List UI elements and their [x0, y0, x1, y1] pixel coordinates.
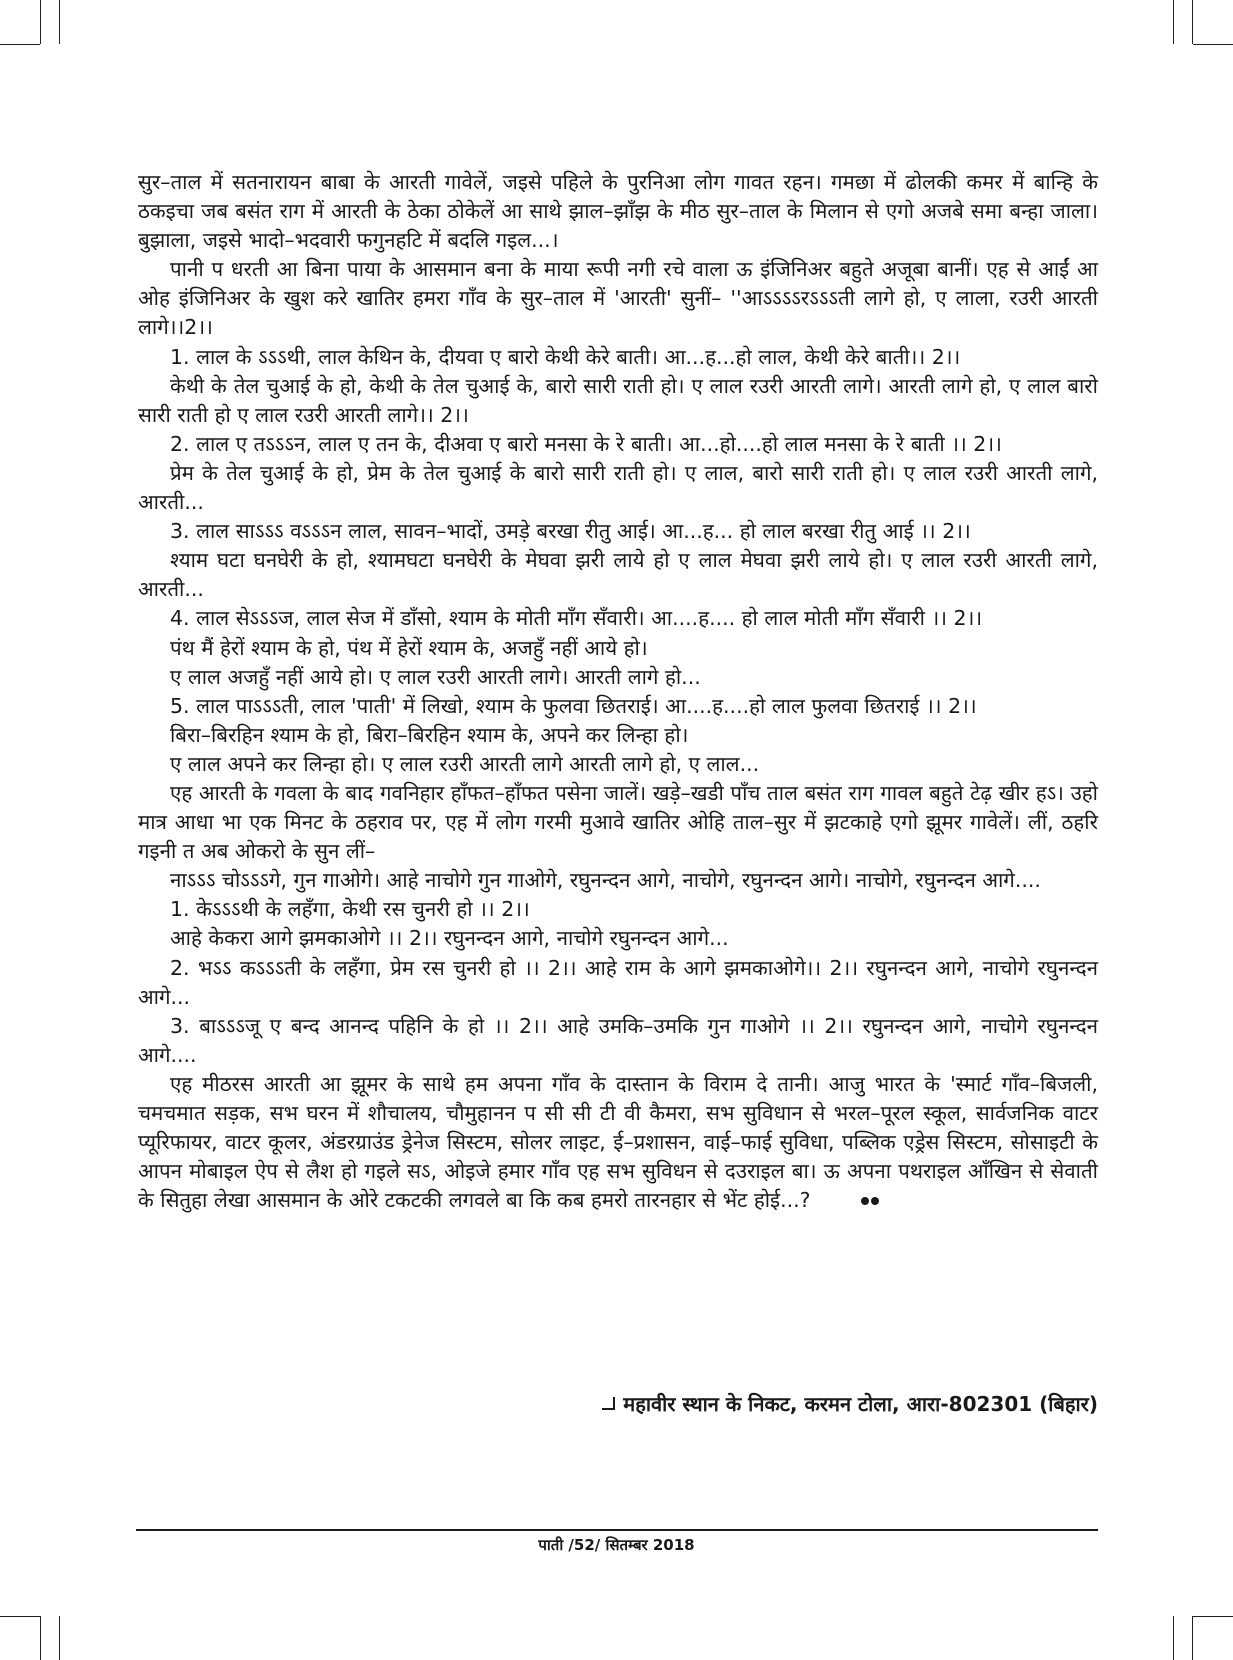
page-footer: पाती /52/ सितम्बर 2018	[538, 1536, 695, 1554]
paragraph: ए लाल अपने कर लिन्हा हो। ए लाल रउरी आरती लागे आरती लागे हो, ए लाल...	[170, 751, 760, 776]
crop-mark	[0, 1616, 40, 1617]
square-bullet-icon	[602, 1397, 615, 1410]
paragraph: 1. लाल के ऽऽऽथी, लाल केथिन के, दीयवा ए बारो केथी केरे बाती। आ...ह...हो लाल, केथी केरे बाती।। 2।।	[170, 344, 961, 369]
crop-mark	[1192, 0, 1193, 44]
paragraph: 2. भऽऽ कऽऽऽती के लहँगा, प्रेम रस चुनरी हो ।। 2।। आहे राम के आगे झमकाओगे।। 2।। रघुनन्दन आगे, नाचोगे रघुनन्दन आगे...	[138, 955, 1098, 1009]
paragraph: ए लाल अजहुँ नहीं आये हो। ए लाल रउरी आरती लागे। आरती लागे हो...	[170, 664, 701, 689]
article-body	[138, 168, 1098, 1215]
paragraph: पंथ मैं हेरों श्याम के हो, पंथ में हेरों श्याम के, अजहुँ नहीं आये हो।	[170, 635, 648, 660]
paragraph: 5. लाल पाऽऽऽती, लाल 'पाती' में लिखो, श्याम के फुलवा छितराई। आ....ह....हो लाल फुलवा छितराई ।। 2।।	[170, 693, 977, 718]
paragraph: एह आरती के गवला के बाद गवनिहार हाँफत–हाँफत पसेना जालें। खड़े–खडी पाँच ताल बसंत राग गावल बहुते टेढ़ खीर हऽ। उहो मात्र आधा भा एक मिनट के ठहराव पर, एह में लोग गरमी मुआवे खातिर ओहि ताल–सुर में झटकाहे एगो झूमर गावेलें। लीं, ठहरि गइनी त अब ओकरो के सुन लीं–	[138, 780, 1098, 864]
paragraph: 3. लाल साऽऽऽ वऽऽऽन लाल, सावन–भादों, उमड़े बरखा रीतु आई। आ...ह... हो लाल बरखा रीतु आई ।। 2।।	[170, 519, 971, 544]
crop-mark	[59, 1616, 60, 1660]
crop-mark	[0, 44, 40, 45]
paragraph: सुर–ताल में सतनारायन बाबा के आरती गावेलें, जइसे पहिले के पुरनिआ लोग गावत रहन। गमछा में ढोलकी कमर में बान्हि के ठकइचा जब बसंत राग में आरती के ठेका ठोकेलें आ साथे झाल–झाँझ के मीठ सुर–ताल के मिलान से एगो अजबे समा बन्हा जाला। बुझाला, जइसे भादो–भदवारी फगुनहटि में बदलि गइल...।	[138, 170, 1098, 253]
paragraph: श्याम घटा घनघेरी के हो, श्यामघटा घनघेरी के मेघवा झरी लाये हो ए लाल मेघवा झरी लाये हो। ए लाल रउरी आरती लागे, आरती...	[138, 548, 1098, 602]
crop-mark	[59, 0, 60, 44]
paragraph: प्रेम के तेल चुआई के हो, प्रेम के तेल चुआई के बारो सारी राती हो। ए लाल, बारो सारी राती हो। ए लाल रउरी आरती लागे, आरती...	[138, 460, 1098, 515]
paragraph: 1. केऽऽऽथी के लहँगा, केथी रस चुनरी हो ।। 2।।	[170, 897, 530, 922]
paragraph: एह मीठरस आरती आ झूमर के साथे हम अपना गाँव के दास्तान के विराम दे तानी। आजु भारत के 'स्मार्ट गाँव–बिजली, चमचमात सड़क, सभ घरन में शौचालय, चौमुहानन प सी सी टी वी कैमरा, सभ सुविधान से भरल–पूरल स्कूल, सार्वजनिक वाटर प्यूरिफायर, वाटर कूलर, अंडरग्राउंड ड्रेनेज सिस्टम, सोलर लाइट, ई–प्रशासन, वाई–फाई सुविधा, पब्लिक एड्रेस सिस्टम, सोसाइटी के आपन मोबाइल ऐप से लैश हो गइले सऽ, ओइजे हमार गाँव एह सभ सुविधन से दउराइल बा। ऊ अपना पथराइल आँखिन से सेवाती के सितुहा लेखा आसमान के ओरे टकटकी लगवले बा कि कब हमरो तारनहार से भेंट होई...?	[138, 1070, 1098, 1215]
paragraph: पानी प धरती आ बिना पाया के आसमान बना के माया रूपी नगी रचे वाला ऊ इंजिनिअर बहुते अजूबा बानीं। एह से आईं आ ओह इंजिनिअर के खुश करे खातिर हमरा गाँव के सुर–ताल में 'आरती' सुनीं– ''आऽऽऽऽरऽऽऽती लागे हो, ए लाला, रउरी आरती लागे।।2।।	[138, 257, 1098, 340]
paragraph: नाऽऽऽ चोऽऽऽगे, गुन गाओगे। आहे नाचोगे गुन गाओगे, रघुनन्दन आगे, नाचोगे, रघुनन्दन आगे। नाचोगे, रघुनन्दन आगे....	[170, 868, 1041, 893]
paragraph: 2. लाल ए तऽऽऽन, लाल ए तन के, दीअवा ए बारो मनसा के रे बाती। आ...हो....हो लाल मनसा के रे बाती ।। 2।।	[170, 431, 1002, 456]
crop-mark	[1173, 1616, 1174, 1660]
crop-mark	[1193, 44, 1233, 45]
paragraph: बिरा–बिरहिन श्याम के हो, बिरा–बिरहिन श्याम के, अपने कर लिन्हा हो।	[170, 722, 689, 747]
paragraph: 4. लाल सेऽऽऽज, लाल सेज में डाँसो, श्याम के मोती माँग सँवारी। आ....ह.... हो लाल मोती माँग सँवारी ।। 2।।	[170, 606, 983, 631]
crop-mark	[40, 0, 41, 44]
paragraph: केथी के तेल चुआई के हो, केथी के तेल चुआई के, बारो सारी राती हो। ए लाल रउरी आरती लागे। आरती लागे हो, ए लाल बारो सारी राती हो ए लाल रउरी आरती लागे।। 2।।	[138, 373, 1098, 427]
paragraph: आहे केकरा आगे झमकाओगे ।। 2।। रघुनन्दन आगे, नाचोगे रघुनन्दन आगे...	[170, 926, 729, 951]
crop-mark	[1173, 0, 1174, 44]
author-address	[602, 1390, 1098, 1417]
crop-mark	[1192, 1616, 1193, 1660]
crop-mark	[40, 1616, 41, 1660]
paragraph: 3. बाऽऽऽजू ए बन्द आनन्द पहिनि के हो ।। 2।। आहे उमकि–उमकि गुन गाओगे ।। 2।। रघुनन्दन आगे, नाचोगे रघुनन्दन आगे....	[138, 1013, 1098, 1067]
end-mark-icon	[829, 1186, 881, 1215]
footer-divider	[136, 1529, 1098, 1531]
crop-mark	[1193, 1616, 1233, 1617]
address-text: महावीर स्थान के निकट, करमन टोला, आरा-802301 (बिहार)	[623, 1392, 1098, 1416]
